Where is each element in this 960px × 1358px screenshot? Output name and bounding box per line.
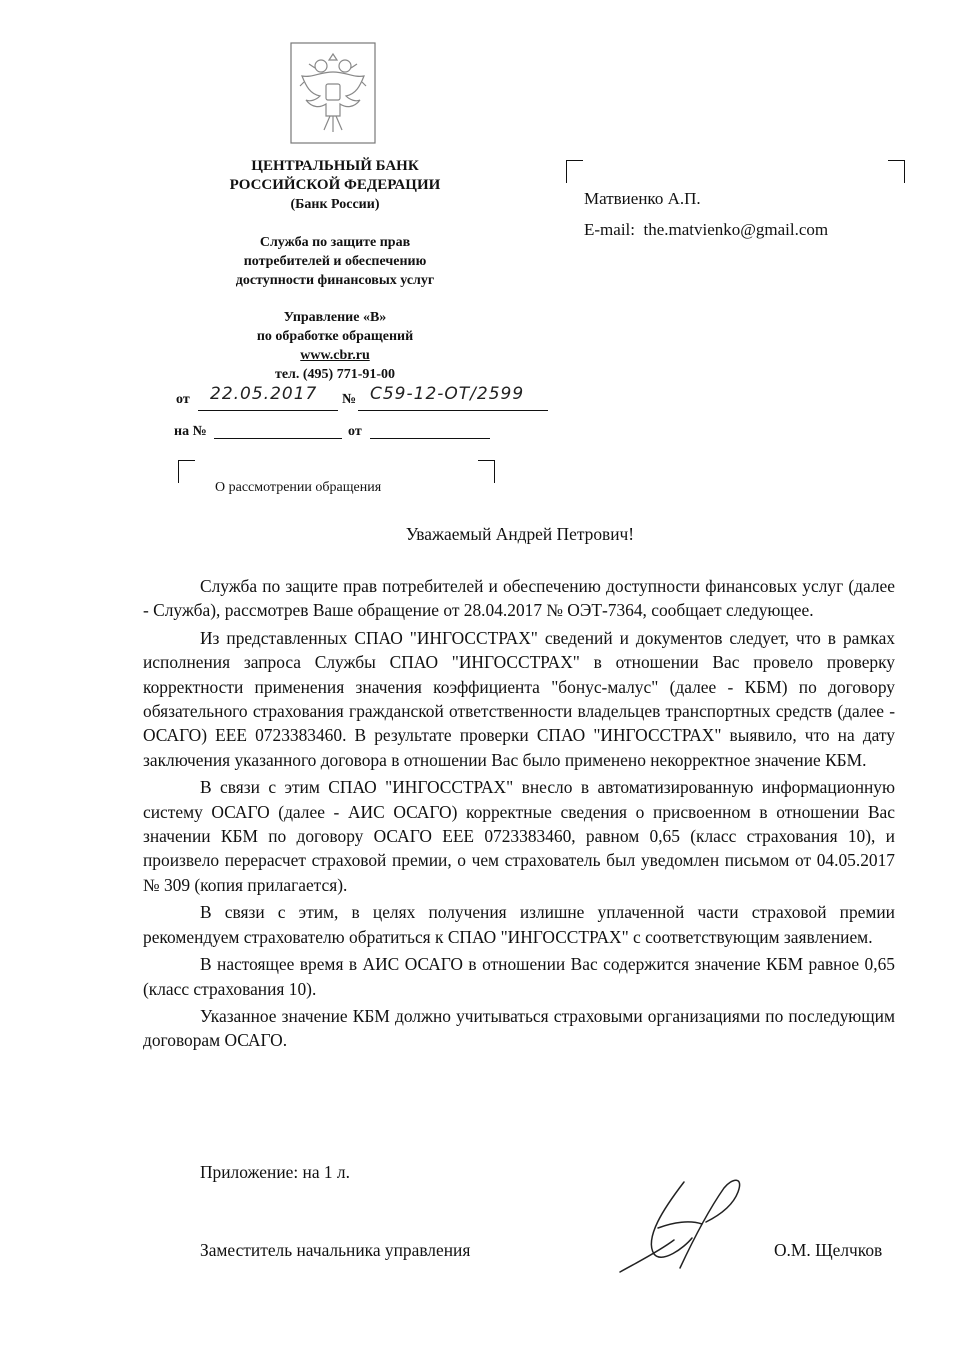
reg-date: 22.05.2017 [210, 384, 318, 404]
service-header [160, 233, 510, 290]
signature-image [614, 1168, 774, 1278]
paragraph: Указанное значение КБМ должно учитываться страховыми организациями по последующим договорам ОСАГО. [143, 1005, 895, 1051]
recipient-email-label: E-mail: [584, 220, 635, 239]
reg-number-label: № [342, 392, 357, 407]
recipient-corner-left [566, 160, 583, 183]
emblem-icon [290, 42, 376, 144]
paragraph: В связи с этим, в целях получения излишне уплаченной части страховой премии рекомендуем страхователю обратиться к СПАО "ИНГОССТРАХ" с соответствующим заявлением. [143, 902, 895, 947]
paragraph: В связи с этим СПАО "ИНГОССТРАХ" внесло в автоматизированную информационную систему ОСАГО (далее - АИС ОСАГО) корректные сведения о присвоенном в отношении Вас значении КБМ по договору ОСАГО ЕЕЕ 0723383460, равном 0,65 (класс страхования 10), и произвело перерасчет страховой премии, о чем страхователь был уведомлен письмом от 04.05.2017 № 309 (копия прилагается). [143, 777, 895, 895]
reference-number-line [214, 438, 342, 439]
signer-name: О.М. Щелчков [774, 1240, 883, 1260]
attachment-note: Приложение: на 1 л. [200, 1162, 350, 1182]
subject-line: О рассмотрении обращения [215, 480, 382, 495]
bank-name-line2: РОССИЙСКОЙ ФЕДЕРАЦИИ [229, 177, 441, 193]
reference-label: на № [174, 424, 207, 439]
recipient-email[interactable]: the.matvienko@gmail.com [643, 220, 829, 239]
recipient-name: Матвиенко А.П. [584, 189, 701, 208]
reg-date-line [198, 410, 338, 411]
department-line1: Управление «В» [283, 310, 387, 325]
letter-body [143, 574, 895, 1056]
subject-corner-left [178, 460, 195, 483]
service-line3: доступности финансовых услуг [235, 273, 435, 288]
website-link[interactable]: www.cbr.ru [300, 348, 370, 363]
salutation: Уважаемый Андрей Петрович! [405, 524, 635, 544]
reg-number-line [358, 410, 548, 411]
service-line2: потребителей и обеспечению [243, 254, 427, 269]
signer-position: Заместитель начальника управления [200, 1240, 471, 1260]
recipient-email-row [584, 220, 828, 240]
subject-corner-right [478, 460, 495, 483]
bank-name-line1: ЦЕНТРАЛЬНЫЙ БАНК [251, 158, 419, 174]
reference-from-label: от [348, 424, 362, 439]
bank-header [160, 157, 510, 214]
phone-number: тел. (495) 771-91-00 [274, 367, 396, 382]
department-header [160, 308, 510, 384]
service-line1: Служба по защите прав [259, 235, 411, 250]
reference-date-line [370, 438, 490, 439]
bank-name-line3: (Банк России) [290, 197, 380, 212]
reg-from-label: от [176, 392, 190, 407]
paragraph: Служба по защите прав потребителей и обеспечению доступности финансовых услуг (далее - Служба), рассмотрев Ваше обращение от 28.04.2017 № ОЭТ-7364, сообщает следующее. [143, 576, 895, 621]
paragraph: Из представленных СПАО "ИНГОССТРАХ" сведений и документов следует, что в рамках исполнения запроса Службы СПАО "ИНГОССТРАХ" в отношении Вас провело проверку корректности применения значения коэффициента "бонус-малус" (далее - КБМ) по договору обязательного страхования гражданской ответственности владельцев транспортных средств (далее - ОСАГО) ЕЕЕ 0723383460. В результате проверки СПАО "ИНГОССТРАХ" выявило, что на дату заключения указанного договора в отношении Вас было применено некорректное значение КБМ. [143, 627, 895, 770]
department-line2: по обработке обращений [256, 329, 414, 344]
reg-number: С59-12-ОТ/2599 [370, 384, 525, 404]
recipient-corner-right [888, 160, 905, 183]
paragraph: В настоящее время в АИС ОСАГО в отношении Вас содержится значение КБМ равное 0,65 (класс страхования 10). [143, 954, 895, 999]
